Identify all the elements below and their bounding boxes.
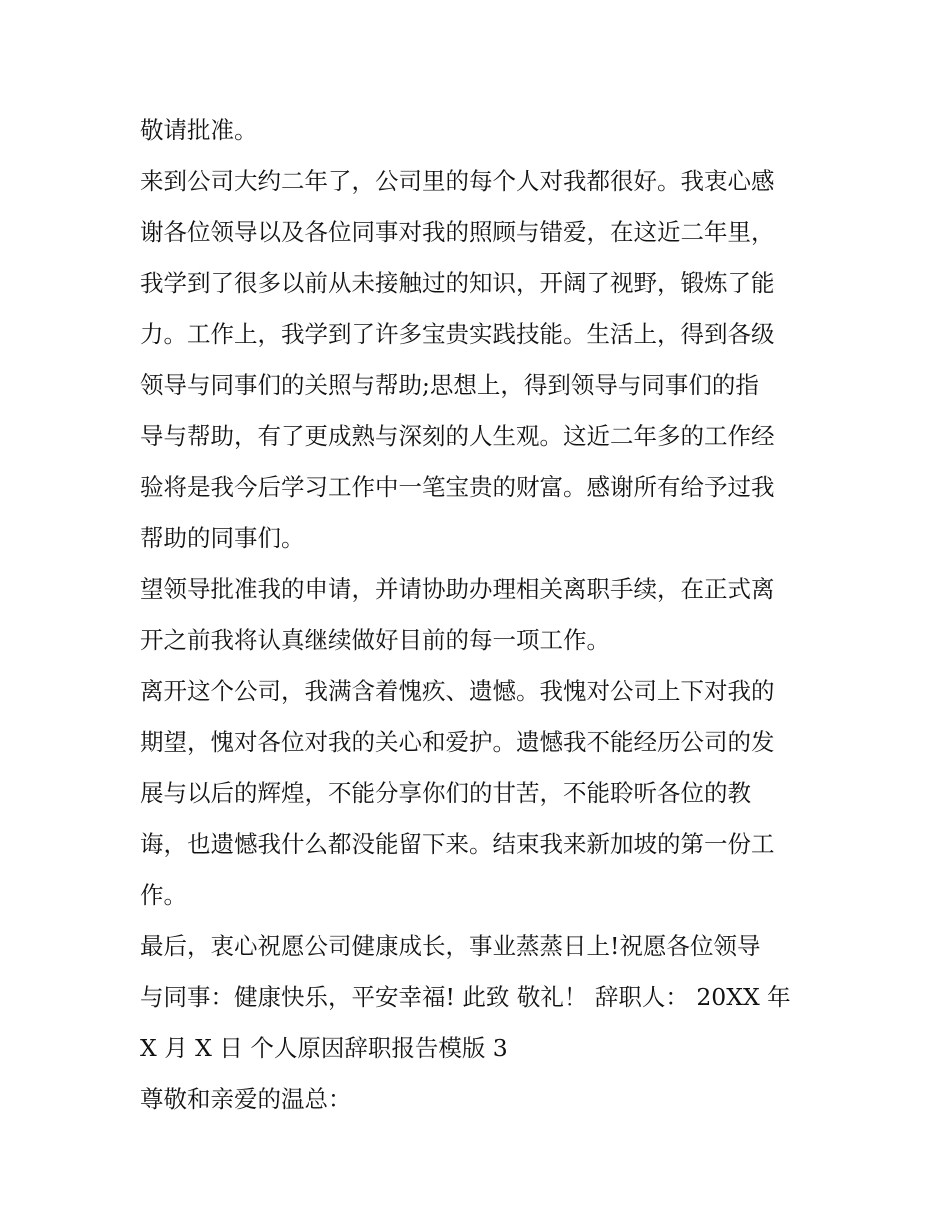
text-line: 期望，愧对各位对我的关心和爱护。遗憾我不能经历公司的发 — [140, 728, 775, 756]
text-line: 验将是我今后学习工作中一笔宝贵的财富。感谢所有给予过我 — [140, 473, 775, 501]
text-line: 望领导批准我的申请，并请协助办理相关离职手续，在正式离 — [140, 575, 775, 603]
text-line: 导与帮助，有了更成熟与深刻的人生观。这近二年多的工作经 — [140, 422, 775, 450]
text-line: 最后，衷心祝愿公司健康成长，事业蒸蒸日上!祝愿各位领导 — [140, 932, 761, 960]
text-line: 敬请批准。 — [140, 116, 258, 144]
text-line: 帮助的同事们。 — [140, 524, 305, 552]
text-line: X 月 X 日 个人原因辞职报告模版 3 — [140, 1034, 508, 1062]
text-line: 诲，也遗憾我什么都没能留下来。结束我来新加坡的第一份工 — [140, 830, 775, 858]
text-line: 谢各位领导以及各位同事对我的照顾与错爱，在这近二年里， — [140, 218, 775, 246]
text-line: 作。 — [140, 881, 187, 909]
document-body — [140, 105, 820, 1125]
text-line: 开之前我将认真继续做好目前的每一项工作。 — [140, 626, 610, 654]
text-line: 展与以后的辉煌，不能分享你们的甘苦，不能聆听各位的教 — [140, 779, 751, 807]
text-line: 尊敬和亲爱的温总： — [140, 1085, 352, 1113]
text-line: 我学到了很多以前从未接触过的知识，开阔了视野，锻炼了能 — [140, 269, 775, 297]
text-line: 力。工作上，我学到了许多宝贵实践技能。生活上，得到各级 — [140, 320, 775, 348]
text-line: 来到公司大约二年了，公司里的每个人对我都很好。我衷心感 — [140, 167, 775, 195]
text-line: 领导与同事们的关照与帮助;思想上，得到领导与同事们的指 — [140, 371, 759, 399]
text-line: 离开这个公司，我满含着愧疚、遗憾。我愧对公司上下对我的 — [140, 677, 775, 705]
text-line: 与同事：健康快乐，平安幸福! 此致 敬礼！ 辞职人： 20XX 年 — [140, 983, 791, 1011]
